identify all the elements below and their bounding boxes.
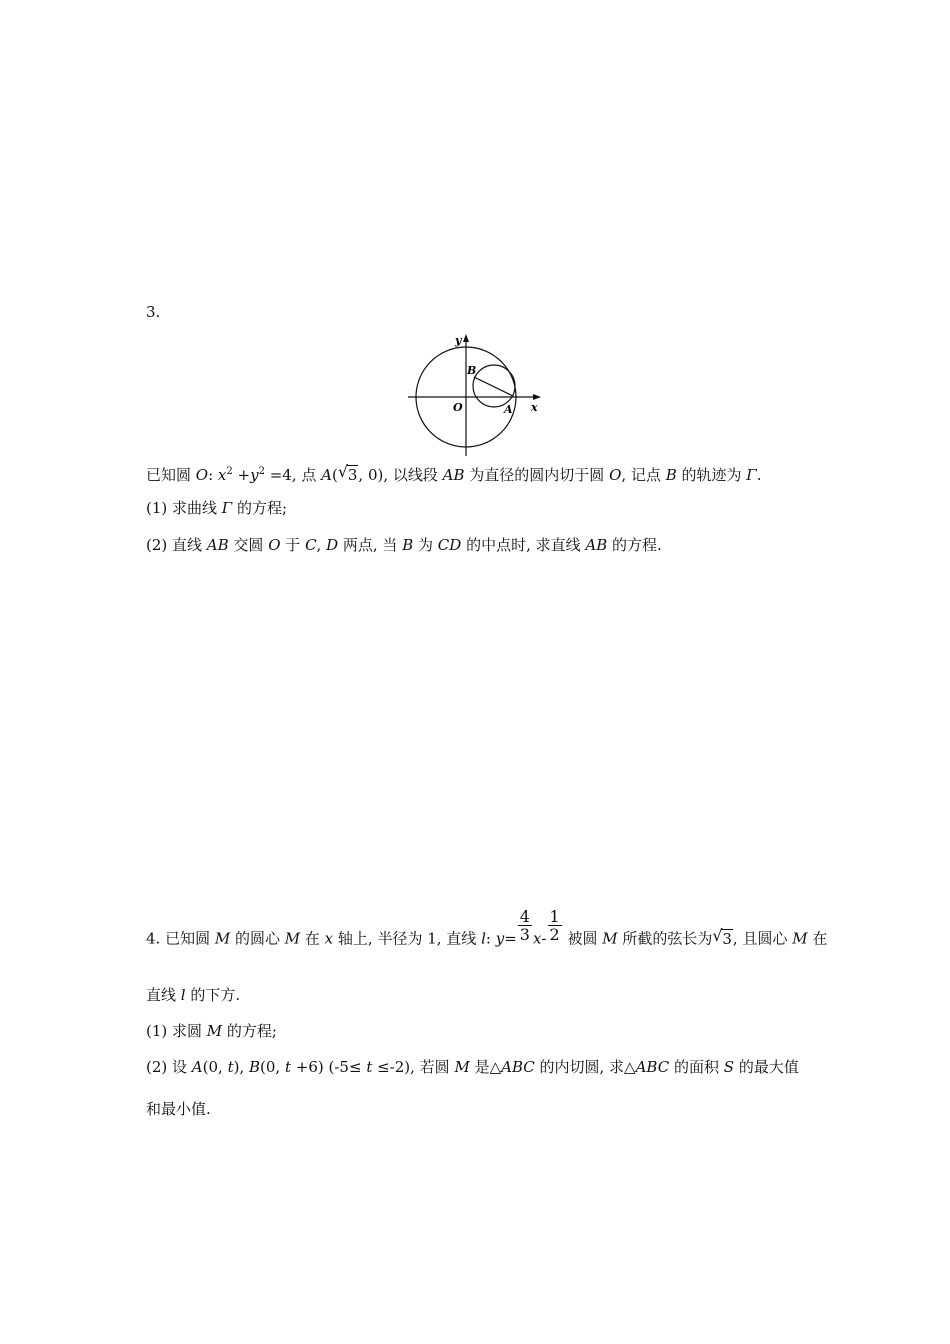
question-4-stem: 4. 已知圆 M 的圆心 M 在 x 轴上, 半径为 1, 直线 l: y= $\frac{4}{3}$ x- $\frac{1}{2}$ 被圆 M 所截的弦长为 √ 3, 且圆心 M 在 bbox=[146, 907, 828, 948]
label-y: y bbox=[455, 334, 462, 347]
question-4-stem-cont: 直线 l 的下方. bbox=[146, 986, 241, 1004]
y-axis-arrow bbox=[463, 334, 469, 342]
circle-ab bbox=[473, 365, 515, 407]
label-b: B bbox=[467, 364, 477, 377]
label-o: O bbox=[453, 401, 463, 414]
sqrt-3-chord: √ 3 bbox=[712, 925, 732, 948]
question-4-part-1: (1) 求圆 M 的方程; bbox=[146, 1022, 277, 1040]
label-x: x bbox=[531, 401, 538, 414]
question-4-part-2: (2) 设 A(0, t), B(0, t +6) (-5≤ t ≤-2), 若圆 M 是△ABC 的内切圆, 求△ABC 的面积 S 的最大值 bbox=[146, 1058, 799, 1076]
question-3-part-2: (2) 直线 AB 交圆 O 于 C, D 两点, 当 B 为 CD 的中点时, 求直线 AB 的方程. bbox=[146, 536, 662, 554]
question-4-part-2-cont: 和最小值. bbox=[146, 1100, 211, 1118]
label-a: A bbox=[504, 403, 513, 416]
fraction-1-2: $\frac{1}{2}$ bbox=[549, 907, 560, 944]
fraction-4-3: $\frac{4}{3}$ bbox=[519, 907, 530, 944]
segment-ab bbox=[474, 377, 513, 396]
question-3-number: 3. bbox=[146, 303, 161, 321]
question-3-part-1: (1) 求曲线 Γ 的方程; bbox=[146, 499, 288, 517]
sqrt-3: √ 3 bbox=[337, 462, 358, 484]
question-3-stem: 已知圆 O: $x^2 +y^2 =4$, 点 A( √ 3, 0), 以线段 AB 为直径的圆内切于圆 O, 记点 B 的轨迹为 Γ. bbox=[146, 462, 762, 484]
circle-figure bbox=[405, 330, 545, 460]
x-axis-arrow bbox=[533, 394, 541, 400]
